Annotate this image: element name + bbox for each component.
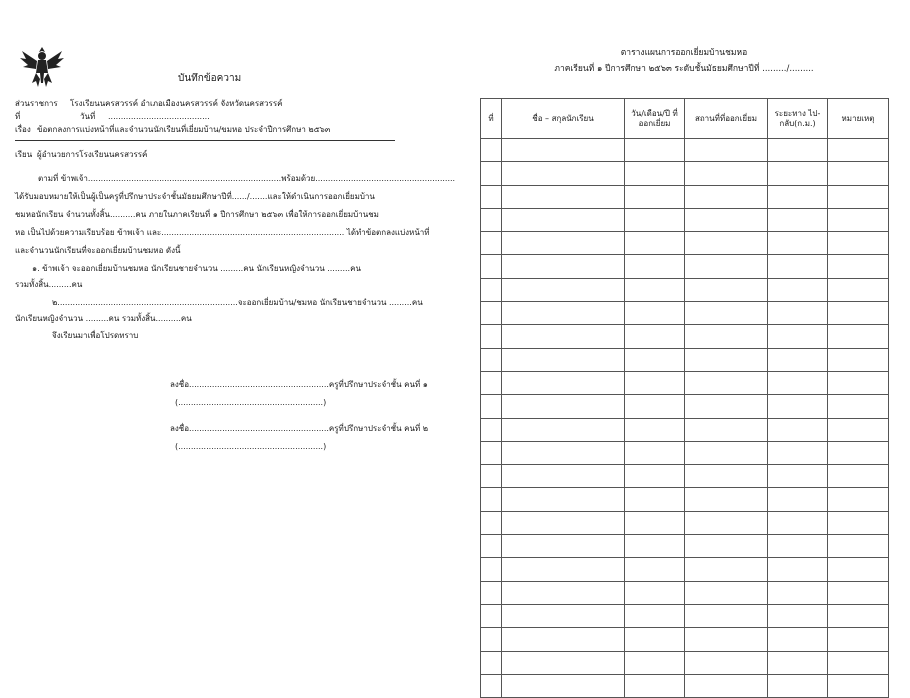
table-cell xyxy=(502,581,625,604)
table-cell xyxy=(481,558,502,581)
table-cell xyxy=(768,488,828,511)
table-header-row xyxy=(481,99,889,139)
table-cell xyxy=(828,278,889,301)
table-cell xyxy=(481,488,502,511)
table-row xyxy=(481,535,889,558)
table-cell xyxy=(481,581,502,604)
table-cell xyxy=(768,395,828,418)
subject-row xyxy=(15,125,330,135)
table-cell xyxy=(625,465,685,488)
body-line: นักเรียนหญิงจำนวน .........คน รวมทั้งสิ้น..........คน xyxy=(15,314,192,323)
table-cell xyxy=(502,325,625,348)
table-cell xyxy=(625,651,685,674)
table-row xyxy=(481,278,889,301)
table-cell xyxy=(625,535,685,558)
signature-name-2: (.........................................................) xyxy=(175,442,327,451)
body-line: ๑. ข้าพเจ้า จะออกเยี่ยมบ้านชมหอ นักเรียนชายจำนวน .........คน นักเรียนหญิงจำนวน .........คน xyxy=(32,264,361,273)
table-cell xyxy=(828,255,889,278)
table-cell xyxy=(768,208,828,231)
table-cell xyxy=(625,418,685,441)
table-cell xyxy=(828,441,889,464)
table-cell xyxy=(502,604,625,627)
table-row xyxy=(481,465,889,488)
table-cell xyxy=(828,232,889,255)
table-cell xyxy=(828,371,889,394)
column-header-place: สถานที่ที่ออกเยี่ยม xyxy=(685,99,768,139)
table-cell xyxy=(481,628,502,651)
table-row xyxy=(481,441,889,464)
table-row xyxy=(481,558,889,581)
table-cell xyxy=(481,302,502,325)
table-cell xyxy=(828,325,889,348)
table-cell xyxy=(481,255,502,278)
table-cell xyxy=(625,441,685,464)
table-cell xyxy=(625,185,685,208)
subject-value: ข้อตกลงการแบ่งหน้าที่และจำนวนนักเรียนที่เยี่ยมบ้าน/ขมหอ ประจำปีการศึกษา ๒๕๖๓ xyxy=(37,125,331,134)
table-cell xyxy=(502,651,625,674)
table-cell xyxy=(481,441,502,464)
table-cell xyxy=(481,395,502,418)
table-cell xyxy=(768,535,828,558)
signature-name-1: (.........................................................) xyxy=(175,398,327,407)
table-row xyxy=(481,488,889,511)
table-cell xyxy=(502,628,625,651)
table-cell xyxy=(685,395,768,418)
table-cell xyxy=(481,674,502,697)
table-cell xyxy=(502,674,625,697)
table-cell xyxy=(625,278,685,301)
table-cell xyxy=(768,651,828,674)
body-line: ตามที่ ข้าพเจ้า............................................................................พร้อมด้วย....................................................... xyxy=(38,174,456,183)
table-row xyxy=(481,651,889,674)
table-cell xyxy=(625,628,685,651)
table-cell xyxy=(481,418,502,441)
table-cell xyxy=(768,232,828,255)
plan-title: ตารางแผนการออกเยี่ยมบ้านชมหอ xyxy=(620,48,748,58)
to-label: เรียน xyxy=(15,150,33,159)
table-cell xyxy=(685,535,768,558)
table-cell xyxy=(685,255,768,278)
table-cell xyxy=(481,651,502,674)
table-cell xyxy=(685,418,768,441)
to-row xyxy=(15,150,147,160)
table-cell xyxy=(768,604,828,627)
table-row xyxy=(481,232,889,255)
agency-row xyxy=(15,99,282,109)
table-cell xyxy=(502,302,625,325)
table-cell xyxy=(685,674,768,697)
memo-title: บันทึกข้อความ xyxy=(178,73,242,84)
table-cell xyxy=(768,139,828,162)
table-cell xyxy=(502,162,625,185)
body-line: ได้รับมอบหมายให้เป็นผู้เป็นครูที่ปรึกษาประจำชั้นมัธยมศึกษาปีที่....../.......และให้ดำเนินการออกเยี่ยมบ้าน xyxy=(15,192,375,201)
table-cell xyxy=(625,581,685,604)
table-cell xyxy=(502,232,625,255)
table-row xyxy=(481,139,889,162)
table-cell xyxy=(685,208,768,231)
table-cell xyxy=(768,558,828,581)
subject-label: เรื่อง xyxy=(15,125,31,134)
table-cell xyxy=(502,185,625,208)
date-label: วันที่ xyxy=(80,112,96,121)
table-body xyxy=(481,139,889,698)
table-cell xyxy=(685,511,768,534)
table-row xyxy=(481,162,889,185)
table-cell xyxy=(502,139,625,162)
body-line: ชมหอนักเรียน จำนวนทั้งสิ้น..........คน ภายในภาคเรียนที่ ๑ ปีการศึกษา ๒๕๖๓ เพื่อให้การออกเยี่ยมบ้านชม xyxy=(15,210,379,219)
table-cell xyxy=(685,162,768,185)
table-cell xyxy=(625,348,685,371)
table-cell xyxy=(502,348,625,371)
closing-line: จึงเรียนมาเพื่อโปรดทราบ xyxy=(52,331,139,340)
table-cell xyxy=(685,441,768,464)
table-cell xyxy=(768,185,828,208)
table-cell xyxy=(828,302,889,325)
table-cell xyxy=(685,348,768,371)
table-cell xyxy=(502,255,625,278)
table-cell xyxy=(685,604,768,627)
table-cell xyxy=(828,139,889,162)
table-cell xyxy=(828,465,889,488)
table-cell xyxy=(768,511,828,534)
table-cell xyxy=(481,325,502,348)
table-cell xyxy=(685,185,768,208)
table-row xyxy=(481,674,889,697)
table-cell xyxy=(828,418,889,441)
table-cell xyxy=(828,511,889,534)
signature-line-1: ลงชื่อ.......................................................ครูที่ปรึกษาประจำชั้น คนที่ ๑ xyxy=(170,380,428,389)
table-row xyxy=(481,604,889,627)
table-cell xyxy=(768,278,828,301)
table-cell xyxy=(625,511,685,534)
table-row xyxy=(481,628,889,651)
table-row xyxy=(481,395,889,418)
table-cell xyxy=(828,348,889,371)
table-cell xyxy=(768,441,828,464)
table-cell xyxy=(685,302,768,325)
table-cell xyxy=(828,535,889,558)
table-cell xyxy=(685,371,768,394)
table-cell xyxy=(685,628,768,651)
table-cell xyxy=(768,628,828,651)
table-cell xyxy=(685,325,768,348)
table-cell xyxy=(625,395,685,418)
table-cell xyxy=(685,139,768,162)
table-cell xyxy=(502,441,625,464)
date-value: ........................................ xyxy=(108,112,210,121)
table-cell xyxy=(481,465,502,488)
garuda-emblem-icon xyxy=(18,43,66,91)
table-cell xyxy=(481,511,502,534)
table-cell xyxy=(481,604,502,627)
table-cell xyxy=(625,302,685,325)
table-cell xyxy=(768,581,828,604)
table-cell xyxy=(481,232,502,255)
table-cell xyxy=(625,488,685,511)
table-cell xyxy=(768,162,828,185)
table-cell xyxy=(625,162,685,185)
table-cell xyxy=(502,558,625,581)
agency-label: ส่วนราชการ xyxy=(15,99,58,108)
table-cell xyxy=(768,302,828,325)
table-row xyxy=(481,325,889,348)
body-line: หอ เป็นไปด้วยความเรียบร้อย ข้าพเจ้า และ........................................................................ ได้ทำข้อตกลงแบ่งหน้าที่ xyxy=(15,228,430,237)
table-cell xyxy=(481,278,502,301)
plan-subtitle: ภาคเรียนที่ ๑ ปีการศึกษา ๒๕๖๓ ระดับชั้นมัธยมศึกษาปีที่ ........./......... xyxy=(554,64,814,74)
table-cell xyxy=(481,162,502,185)
table-row xyxy=(481,348,889,371)
table-cell xyxy=(502,371,625,394)
table-row xyxy=(481,581,889,604)
table-cell xyxy=(685,488,768,511)
table-cell xyxy=(502,488,625,511)
column-header-distance: ระยะทาง ไป-กลับ(ก.ม.) xyxy=(768,99,828,139)
table-row xyxy=(481,255,889,278)
table-cell xyxy=(828,628,889,651)
table-cell xyxy=(685,651,768,674)
table-cell xyxy=(828,674,889,697)
table-row xyxy=(481,185,889,208)
table-cell xyxy=(625,232,685,255)
table-cell xyxy=(502,465,625,488)
column-header-note: หมายเหตุ xyxy=(828,99,889,139)
table-cell xyxy=(502,395,625,418)
table-cell xyxy=(828,651,889,674)
visit-plan-table xyxy=(480,98,889,698)
table-cell xyxy=(828,558,889,581)
table-cell xyxy=(481,208,502,231)
table-cell xyxy=(481,348,502,371)
table-row xyxy=(481,418,889,441)
table-cell xyxy=(685,581,768,604)
table-cell xyxy=(502,535,625,558)
table-cell xyxy=(768,325,828,348)
table-cell xyxy=(625,325,685,348)
table-cell xyxy=(828,185,889,208)
table-cell xyxy=(685,465,768,488)
table-cell xyxy=(481,535,502,558)
body-line: และจำนวนนักเรียนที่จะออกเยี่ยมบ้านชมหอ ดังนี้ xyxy=(15,246,181,255)
table-row xyxy=(481,302,889,325)
table-cell xyxy=(828,162,889,185)
signature-line-2: ลงชื่อ.......................................................ครูที่ปรึกษาประจำชั้น คนที่ ๒ xyxy=(170,424,429,433)
table-cell xyxy=(828,395,889,418)
column-header-no: ที่ xyxy=(481,99,502,139)
table-cell xyxy=(625,371,685,394)
table-cell xyxy=(685,232,768,255)
table-cell xyxy=(685,278,768,301)
table-cell xyxy=(768,371,828,394)
column-header-name: ชื่อ – สกุลนักเรียน xyxy=(502,99,625,139)
column-header-date: วัน/เดือน/ปี ที่ออกเยี่ยม xyxy=(625,99,685,139)
table-cell xyxy=(828,488,889,511)
table-cell xyxy=(625,558,685,581)
table-cell xyxy=(768,348,828,371)
table-cell xyxy=(768,465,828,488)
to-value: ผู้อำนวยการโรงเรียนนครสวรรค์ xyxy=(37,150,148,159)
table-cell xyxy=(625,208,685,231)
table-cell xyxy=(768,674,828,697)
body-line: ๒.......................................................................จะออกเยี่ยมบ้าน/ชมหอ นักเรียนชายจำนวน .........คน xyxy=(52,298,423,307)
table-cell xyxy=(768,255,828,278)
table-cell xyxy=(625,255,685,278)
table-cell xyxy=(481,371,502,394)
ref-date-row xyxy=(15,112,210,122)
table-row xyxy=(481,208,889,231)
ref-label: ที่ xyxy=(15,112,21,121)
header-divider xyxy=(15,140,395,141)
table-cell xyxy=(502,278,625,301)
table-cell xyxy=(828,581,889,604)
table-cell xyxy=(625,674,685,697)
table-cell xyxy=(768,418,828,441)
table-cell xyxy=(828,208,889,231)
agency-value: โรงเรียนนครสวรรค์ อำเภอเมืองนครสวรรค์ จังหวัดนครสวรรค์ xyxy=(70,99,283,108)
table-cell xyxy=(481,185,502,208)
table-cell xyxy=(625,604,685,627)
table-row xyxy=(481,371,889,394)
table-cell xyxy=(828,604,889,627)
body-line: รวมทั้งสิ้น.........คน xyxy=(15,280,83,289)
table-cell xyxy=(502,208,625,231)
table-cell xyxy=(481,139,502,162)
table-cell xyxy=(502,418,625,441)
table-cell xyxy=(685,558,768,581)
table-cell xyxy=(625,139,685,162)
table-cell xyxy=(502,511,625,534)
table-row xyxy=(481,511,889,534)
